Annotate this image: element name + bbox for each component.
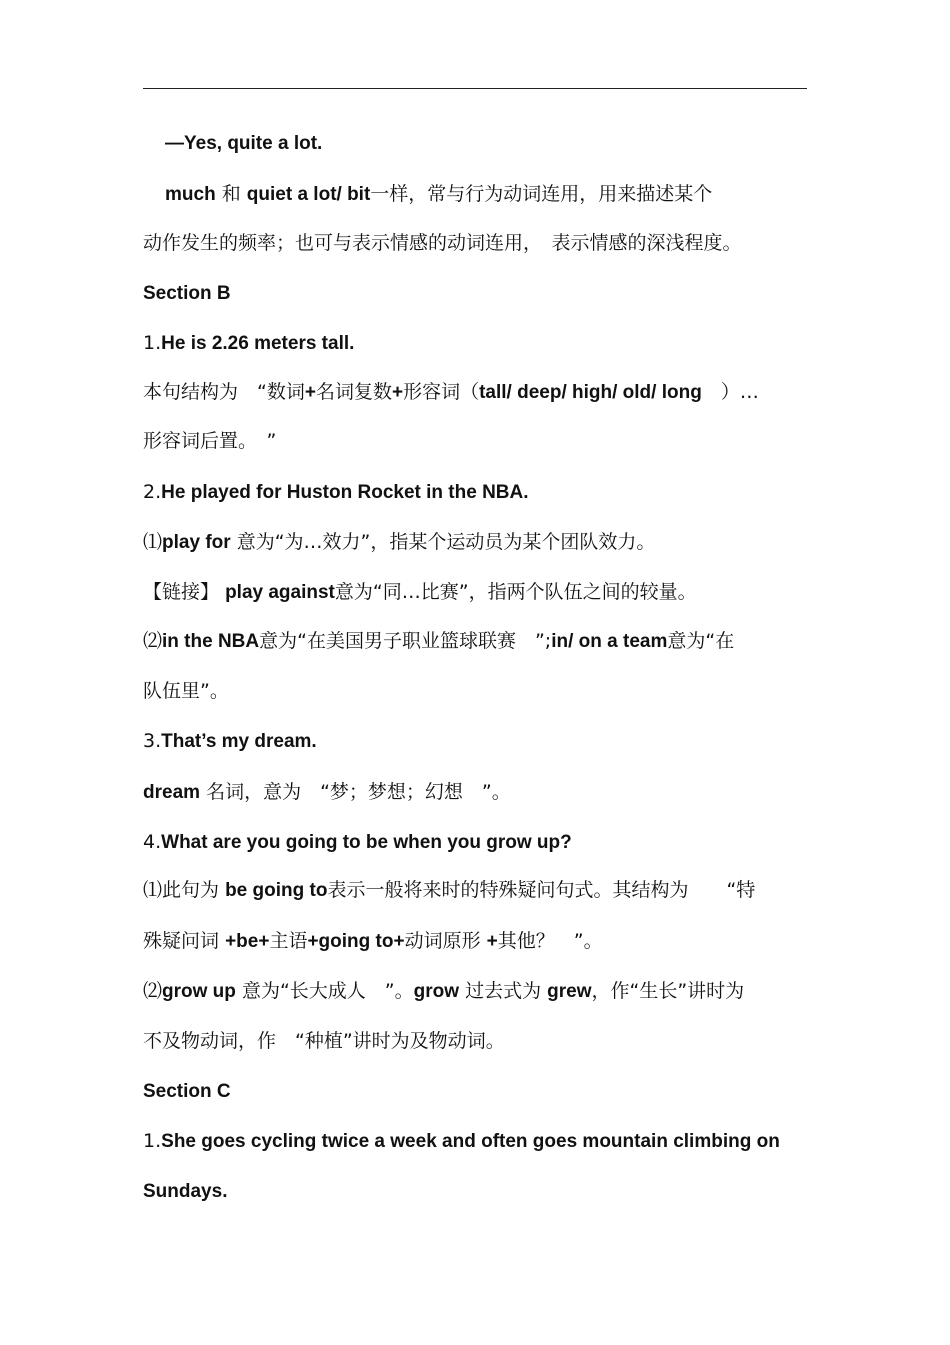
explanation-line	[143, 628, 734, 655]
sentence: That’s my dream.	[161, 731, 317, 752]
term: grew	[547, 981, 592, 1002]
explanation-line	[165, 181, 712, 208]
explanation-line	[143, 928, 603, 955]
plus: +	[391, 382, 404, 403]
explanation-line: 动作发生的频率；也可与表示情感的动词连用， 表示情感的深浅程度。	[143, 232, 742, 254]
term: grow	[413, 981, 460, 1002]
section-heading: Section B	[143, 283, 231, 304]
term: much	[165, 184, 216, 205]
term: play against	[225, 582, 335, 603]
text: 意为“同…比赛”，指两个队伍之间的较量。	[334, 581, 697, 603]
explanation-line: 不及物动词，作 “种植”讲时为及物动词。	[143, 1030, 505, 1052]
text: 殊疑问词	[143, 930, 220, 952]
term: play for	[162, 532, 231, 553]
text: 本句结构为 “数词	[143, 381, 305, 403]
numbered-sentence	[143, 479, 529, 506]
explanation-line: 队伍里”。	[143, 680, 229, 702]
text: ，作“生长”讲时为	[591, 980, 745, 1002]
explanation-line	[143, 579, 697, 606]
explanation-line	[143, 877, 755, 904]
sub-number: ⑴	[143, 531, 163, 553]
term: +be+	[225, 931, 270, 952]
item-number: 1.	[143, 332, 162, 354]
plus: +	[486, 931, 498, 952]
explanation-line: 形容词后置。 ”	[143, 430, 277, 452]
item-number: 2.	[143, 481, 162, 503]
text: 名词复数	[315, 381, 392, 403]
term: tall/ deep/ high/ old/ long	[479, 382, 702, 403]
sub-number: ⑵	[143, 630, 163, 652]
text: 动词原形	[404, 930, 481, 952]
item-number: 4.	[143, 831, 162, 853]
explanation-line	[143, 779, 511, 806]
text: 形容词（	[403, 381, 480, 403]
text: 意为“在	[667, 630, 735, 652]
numbered-sentence	[143, 1128, 780, 1155]
term: +going to+	[307, 931, 405, 952]
term: quiet a lot/ bit	[246, 184, 371, 205]
numbered-sentence	[143, 728, 317, 755]
plus: +	[304, 382, 316, 403]
term: in the NBA	[162, 631, 260, 652]
header-rule	[143, 88, 807, 89]
term: grow up	[162, 981, 236, 1002]
sub-number: ⑵	[143, 980, 163, 1002]
term: be going to	[225, 880, 328, 901]
dialogue-answer: —Yes, quite a lot.	[165, 133, 323, 154]
explanation-line	[143, 529, 655, 556]
numbered-sentence	[143, 829, 572, 856]
text: 一样，常与行为动词连用，用来描述某个	[370, 183, 713, 205]
text: 意为“在美国男子职业篮球联赛 ”;	[259, 630, 552, 652]
text: ）…	[701, 381, 759, 403]
text: 意为“为…效力”，指某个运动员为某个团队效力。	[236, 531, 656, 553]
text: 意为“长大成人 ”。	[241, 980, 414, 1002]
sentence: She goes cycling twice a week and often goes mountain climbing on	[161, 1131, 780, 1152]
sentence-continuation: Sundays.	[143, 1181, 228, 1202]
term: in/ on a team	[551, 631, 668, 652]
section-heading: Section C	[143, 1081, 231, 1102]
text: 主语	[269, 930, 308, 952]
sentence: He is 2.26 meters tall.	[161, 333, 355, 354]
sentence: What are you going to be when you grow up?	[161, 832, 572, 853]
numbered-sentence	[143, 330, 354, 357]
text: 其他？ ”。	[497, 930, 603, 952]
explanation-line	[143, 978, 744, 1005]
text: 过去式为	[465, 980, 542, 1002]
link-label: 【链接】	[143, 581, 220, 603]
text: 和	[221, 183, 241, 205]
text: 表示一般将来时的特殊疑问句式。其结构为 “特	[327, 879, 756, 901]
text: 名词，意为 “梦；梦想；幻想 ”。	[206, 781, 511, 803]
sentence: He played for Huston Rocket in the NBA.	[161, 482, 529, 503]
term: dream	[143, 782, 201, 803]
item-number: 1.	[143, 1130, 162, 1152]
text: ⑴此句为	[143, 879, 220, 901]
item-number: 3.	[143, 730, 162, 752]
explanation-line	[143, 379, 759, 406]
